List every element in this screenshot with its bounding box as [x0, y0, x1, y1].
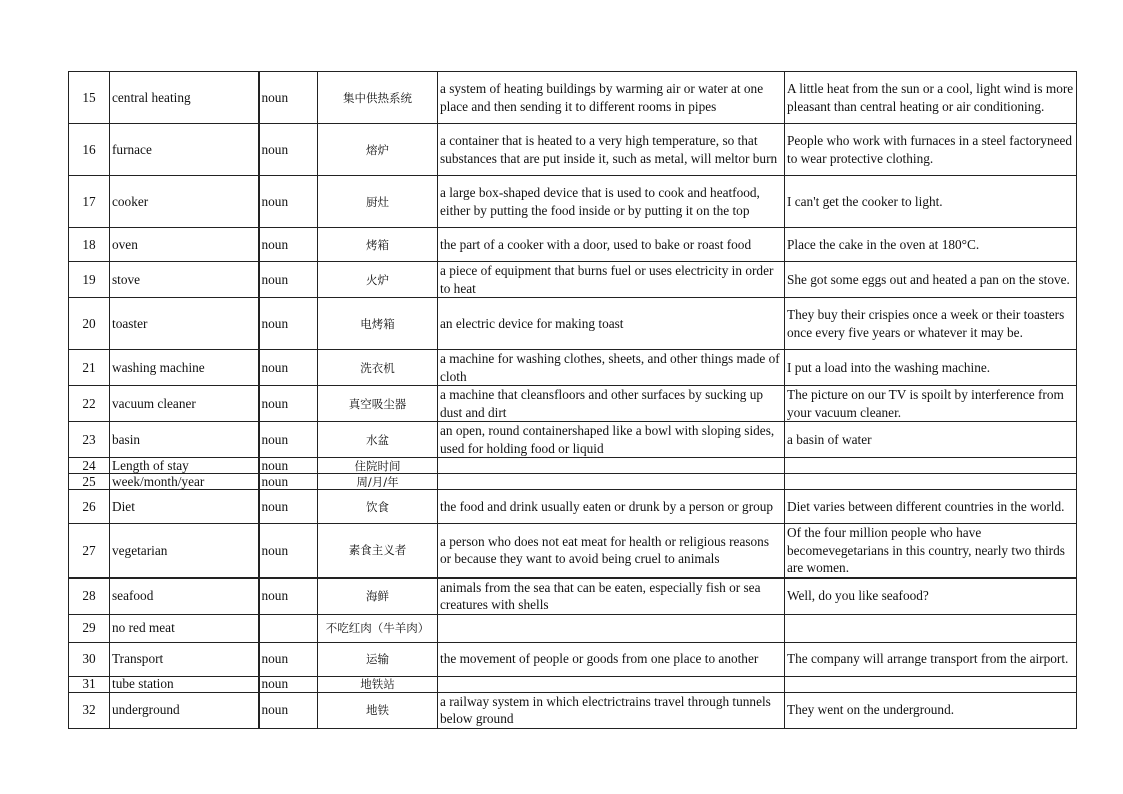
row-number: 32	[69, 692, 110, 728]
word-cell: week/month/year	[110, 474, 259, 490]
example-sentence-cell	[785, 676, 1077, 692]
table-row	[69, 474, 1077, 490]
definition-cell: a large box-shaped device that is used to cook and heatfood, either by putting the food inside or by putting it on the top	[438, 176, 785, 228]
example-sentence-cell: Diet varies between different countries in the world.	[785, 490, 1077, 524]
table-row	[69, 422, 1077, 458]
example-sentence-cell: She got some eggs out and heated a pan on the stove.	[785, 262, 1077, 298]
definition-cell	[438, 676, 785, 692]
row-number: 20	[69, 298, 110, 350]
chinese-translation-cell: 周/月/年	[318, 474, 438, 490]
example-sentence-cell: Place the cake in the oven at 180°C.	[785, 228, 1077, 262]
chinese-translation-cell: 熔炉	[318, 124, 438, 176]
word-cell: Diet	[110, 490, 259, 524]
example-sentence-cell: They went on the underground.	[785, 692, 1077, 728]
table-row	[69, 676, 1077, 692]
row-number: 28	[69, 578, 110, 615]
part-of-speech-cell: noun	[259, 72, 318, 124]
definition-cell: a railway system in which electrictrains travel through tunnels below ground	[438, 692, 785, 728]
table-row	[69, 72, 1077, 124]
chinese-translation-cell: 烤箱	[318, 228, 438, 262]
example-sentence-cell: They buy their crispies once a week or their toasters once every five years or whatever it may be.	[785, 298, 1077, 350]
table-row	[69, 262, 1077, 298]
chinese-translation-cell: 素食主义者	[318, 524, 438, 578]
chinese-translation-cell: 地铁	[318, 692, 438, 728]
definition-cell: a machine for washing clothes, sheets, and other things made of cloth	[438, 350, 785, 386]
part-of-speech-cell: noun	[259, 124, 318, 176]
vocabulary-table	[68, 71, 1077, 729]
part-of-speech-cell: noun	[259, 578, 318, 615]
word-cell: stove	[110, 262, 259, 298]
part-of-speech-cell: noun	[259, 262, 318, 298]
example-sentence-cell: Of the four million people who have becomevegetarians in this country, nearly two thirds are women.	[785, 524, 1077, 578]
part-of-speech-cell: noun	[259, 474, 318, 490]
word-cell: washing machine	[110, 350, 259, 386]
word-cell: central heating	[110, 72, 259, 124]
table-row	[69, 458, 1077, 474]
part-of-speech-cell	[259, 614, 318, 642]
part-of-speech-cell: noun	[259, 676, 318, 692]
row-number: 15	[69, 72, 110, 124]
part-of-speech-cell: noun	[259, 228, 318, 262]
row-number: 31	[69, 676, 110, 692]
chinese-translation-cell: 集中供热系统	[318, 72, 438, 124]
table-row	[69, 350, 1077, 386]
row-number: 27	[69, 524, 110, 578]
row-number: 16	[69, 124, 110, 176]
definition-cell: a system of heating buildings by warming air or water at one place and then sending it to different rooms in pipes	[438, 72, 785, 124]
row-number: 30	[69, 642, 110, 676]
chinese-translation-cell: 电烤箱	[318, 298, 438, 350]
definition-cell	[438, 474, 785, 490]
example-sentence-cell: The company will arrange transport from the airport.	[785, 642, 1077, 676]
part-of-speech-cell: noun	[259, 642, 318, 676]
table-row	[69, 490, 1077, 524]
row-number: 22	[69, 386, 110, 422]
row-number: 23	[69, 422, 110, 458]
definition-cell: a container that is heated to a very high temperature, so that substances that are put inside it, such as metal, will meltor burn	[438, 124, 785, 176]
row-number: 21	[69, 350, 110, 386]
word-cell: oven	[110, 228, 259, 262]
row-number: 18	[69, 228, 110, 262]
table-row	[69, 176, 1077, 228]
chinese-translation-cell: 住院时间	[318, 458, 438, 474]
part-of-speech-cell: noun	[259, 422, 318, 458]
word-cell: Length of stay	[110, 458, 259, 474]
chinese-translation-cell: 水盆	[318, 422, 438, 458]
word-cell: basin	[110, 422, 259, 458]
table-row	[69, 614, 1077, 642]
part-of-speech-cell: noun	[259, 386, 318, 422]
part-of-speech-cell: noun	[259, 524, 318, 578]
chinese-translation-cell: 洗衣机	[318, 350, 438, 386]
table-row	[69, 578, 1077, 615]
part-of-speech-cell: noun	[259, 176, 318, 228]
definition-cell: animals from the sea that can be eaten, especially fish or sea creatures with shells	[438, 578, 785, 615]
part-of-speech-cell: noun	[259, 692, 318, 728]
row-number: 17	[69, 176, 110, 228]
table-row	[69, 124, 1077, 176]
word-cell: seafood	[110, 578, 259, 615]
table-row	[69, 524, 1077, 578]
definition-cell	[438, 458, 785, 474]
chinese-translation-cell: 厨灶	[318, 176, 438, 228]
word-cell: vacuum cleaner	[110, 386, 259, 422]
chinese-translation-cell: 火炉	[318, 262, 438, 298]
part-of-speech-cell: noun	[259, 350, 318, 386]
example-sentence-cell: A little heat from the sun or a cool, light wind is more pleasant than central heating or air conditioning.	[785, 72, 1077, 124]
row-number: 24	[69, 458, 110, 474]
example-sentence-cell	[785, 614, 1077, 642]
definition-cell: an electric device for making toast	[438, 298, 785, 350]
definition-cell	[438, 614, 785, 642]
chinese-translation-cell: 不吃红肉（牛羊肉）	[318, 614, 438, 642]
row-number: 29	[69, 614, 110, 642]
definition-cell: the food and drink usually eaten or drunk by a person or group	[438, 490, 785, 524]
part-of-speech-cell: noun	[259, 298, 318, 350]
chinese-translation-cell: 海鲜	[318, 578, 438, 615]
table-row	[69, 642, 1077, 676]
example-sentence-cell: The picture on our TV is spoilt by interference from your vacuum cleaner.	[785, 386, 1077, 422]
chinese-translation-cell: 地铁站	[318, 676, 438, 692]
word-cell: tube station	[110, 676, 259, 692]
example-sentence-cell: Well, do you like seafood?	[785, 578, 1077, 615]
example-sentence-cell: a basin of water	[785, 422, 1077, 458]
row-number: 19	[69, 262, 110, 298]
definition-cell: the part of a cooker with a door, used to bake or roast food	[438, 228, 785, 262]
example-sentence-cell: I can't get the cooker to light.	[785, 176, 1077, 228]
chinese-translation-cell: 饮食	[318, 490, 438, 524]
part-of-speech-cell: noun	[259, 458, 318, 474]
word-cell: vegetarian	[110, 524, 259, 578]
example-sentence-cell: People who work with furnaces in a steel factoryneed to wear protective clothing.	[785, 124, 1077, 176]
chinese-translation-cell: 运输	[318, 642, 438, 676]
word-cell: furnace	[110, 124, 259, 176]
word-cell: underground	[110, 692, 259, 728]
row-number: 26	[69, 490, 110, 524]
example-sentence-cell: I put a load into the washing machine.	[785, 350, 1077, 386]
chinese-translation-cell: 真空吸尘器	[318, 386, 438, 422]
definition-cell: a piece of equipment that burns fuel or uses electricity in order to heat	[438, 262, 785, 298]
table-row	[69, 692, 1077, 728]
table-row	[69, 386, 1077, 422]
definition-cell: a person who does not eat meat for health or religious reasons or because they want to avoid being cruel to animals	[438, 524, 785, 578]
definition-cell: the movement of people or goods from one place to another	[438, 642, 785, 676]
table-row	[69, 228, 1077, 262]
word-cell: Transport	[110, 642, 259, 676]
table-row	[69, 298, 1077, 350]
definition-cell: a machine that cleansfloors and other surfaces by sucking up dust and dirt	[438, 386, 785, 422]
example-sentence-cell	[785, 474, 1077, 490]
part-of-speech-cell: noun	[259, 490, 318, 524]
word-cell: toaster	[110, 298, 259, 350]
example-sentence-cell	[785, 458, 1077, 474]
word-cell: cooker	[110, 176, 259, 228]
definition-cell: an open, round containershaped like a bowl with sloping sides, used for holding food or liquid	[438, 422, 785, 458]
row-number: 25	[69, 474, 110, 490]
word-cell: no red meat	[110, 614, 259, 642]
